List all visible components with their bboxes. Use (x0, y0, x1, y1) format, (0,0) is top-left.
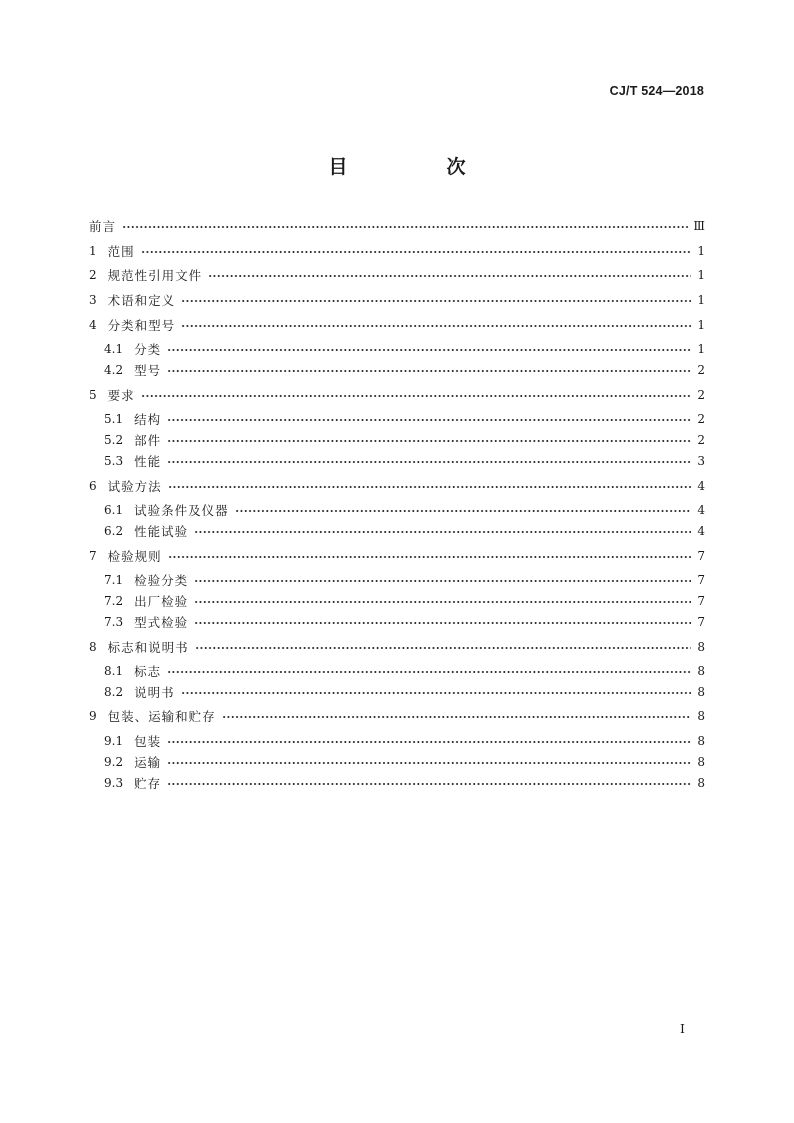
toc-subentry[interactable] (104, 683, 705, 701)
toc-entry-number: 5.3 (104, 454, 124, 468)
dot-leader (181, 324, 691, 328)
toc-entry-page: Ⅲ (693, 219, 705, 233)
toc-entry-label: 标志 (134, 664, 162, 679)
dot-leader (194, 621, 691, 625)
toc-entry-label: 包装、运输和贮存 (107, 709, 216, 724)
toc-entry-page: 7 (697, 549, 705, 563)
page-title: 目 次 (328, 156, 506, 178)
toc-entry-label: 前言 (89, 219, 117, 234)
toc-entry-page: 7 (697, 615, 705, 629)
toc-entry-page: 1 (697, 244, 705, 258)
toc-entry-label: 出厂检验 (134, 594, 189, 609)
toc-entry-page: 1 (697, 293, 705, 307)
dot-leader (167, 418, 691, 422)
toc-entry-label: 试验条件及仪器 (134, 503, 229, 518)
toc-entry-label: 分类 (134, 342, 162, 357)
toc-entry[interactable] (89, 707, 705, 725)
dot-leader (194, 579, 691, 583)
toc-entry-number: 4.2 (104, 363, 124, 377)
toc-entry-page: 4 (697, 524, 705, 538)
dot-leader (181, 691, 691, 695)
toc-entry[interactable] (89, 217, 705, 235)
toc-entry-label: 性能试验 (134, 524, 189, 539)
toc-entry-page: 8 (697, 640, 705, 654)
dot-leader (167, 369, 691, 373)
dot-leader (194, 600, 691, 604)
toc-entry-label: 检验分类 (134, 573, 189, 588)
toc-entry-number: 6.1 (104, 503, 124, 517)
standard-code: CJ/T 524—2018 (609, 84, 704, 98)
toc-entry-number: 7.2 (104, 594, 124, 608)
toc-entry-number: 9.3 (104, 776, 124, 790)
dot-leader (208, 274, 691, 278)
toc-entry-number: 8.1 (104, 664, 124, 678)
toc-subentry[interactable] (104, 361, 705, 379)
toc-entry-page: 2 (697, 363, 705, 377)
toc-entry-label: 贮存 (134, 776, 162, 791)
toc-entry-label: 标志和说明书 (107, 640, 189, 655)
toc-entry-number: 9.2 (104, 755, 124, 769)
toc-entry-number: 5.2 (104, 433, 124, 447)
dot-leader (168, 485, 691, 489)
toc-entry[interactable] (89, 266, 705, 284)
toc-entry-label: 包装 (134, 734, 162, 749)
dot-leader (141, 394, 691, 398)
page-folio: I (680, 1021, 685, 1036)
toc-subentry[interactable] (104, 340, 705, 358)
toc-entry[interactable] (89, 386, 705, 404)
dot-leader (167, 761, 691, 765)
toc-entry-number: 7.1 (104, 573, 124, 587)
toc-entry-label: 术语和定义 (107, 293, 176, 308)
toc-subentry[interactable] (104, 774, 705, 792)
toc-entry-page: 4 (697, 479, 705, 493)
toc-subentry[interactable] (104, 410, 705, 428)
toc-entry-page: 7 (697, 573, 705, 587)
dot-leader (168, 555, 691, 559)
dot-leader (167, 348, 691, 352)
toc-entry-label: 试验方法 (107, 479, 162, 494)
toc-entry-number: 7 (89, 549, 97, 563)
toc-entry-page: 2 (697, 433, 705, 447)
toc-subentry[interactable] (104, 501, 705, 519)
toc-entry-page: 2 (697, 412, 705, 426)
toc-entry-label: 性能 (134, 454, 162, 469)
toc-entry-number: 9 (89, 709, 97, 723)
toc-subentry[interactable] (104, 522, 705, 540)
toc-entry-number: 7.3 (104, 615, 124, 629)
toc-entry-page: 3 (697, 454, 705, 468)
dot-leader (194, 530, 691, 534)
dot-leader (167, 670, 691, 674)
toc-entry-page: 7 (697, 594, 705, 608)
toc-entry-page: 8 (697, 685, 705, 699)
toc-entry-number: 4.1 (104, 342, 124, 356)
toc-subentry[interactable] (104, 571, 705, 589)
toc-entry-page: 8 (697, 776, 705, 790)
toc-entry-number: 8.2 (104, 685, 124, 699)
toc-entry-page: 8 (697, 709, 705, 723)
toc-entry-number: 4 (89, 318, 97, 332)
toc-entry-number: 2 (89, 268, 97, 282)
toc-subentry[interactable] (104, 613, 705, 631)
toc-entry-page: 8 (697, 755, 705, 769)
toc-subentry[interactable] (104, 592, 705, 610)
toc-entry-number: 8 (89, 640, 97, 654)
toc-subentry[interactable] (104, 452, 705, 470)
toc-entry-page: 8 (697, 664, 705, 678)
toc-entry-page: 8 (697, 734, 705, 748)
toc-entry-label: 范围 (107, 244, 135, 259)
toc-entry[interactable] (89, 242, 705, 260)
toc-entry-label: 型式检验 (134, 615, 189, 630)
toc-entry-page: 1 (697, 318, 705, 332)
toc-entry[interactable] (89, 477, 705, 495)
toc-entry-label: 说明书 (134, 685, 175, 700)
toc-entry-page: 4 (697, 503, 705, 517)
toc-entry-label: 型号 (134, 363, 162, 378)
toc-entry-label: 检验规则 (107, 549, 162, 564)
toc-entry-label: 规范性引用文件 (107, 268, 203, 283)
toc-subentry[interactable] (104, 732, 705, 750)
toc-entry-label: 结构 (134, 412, 162, 427)
toc-entry[interactable] (89, 291, 705, 309)
toc-entry-number: 5.1 (104, 412, 124, 426)
dot-leader (167, 460, 691, 464)
toc-entry-label: 部件 (134, 433, 162, 448)
toc-subentry[interactable] (104, 753, 705, 771)
toc-subentry[interactable] (104, 662, 705, 680)
dot-leader (195, 646, 691, 650)
toc-entry-number: 6 (89, 479, 97, 493)
toc-entry-page: 1 (697, 268, 705, 282)
dot-leader (235, 509, 691, 513)
dot-leader (122, 225, 688, 229)
dot-leader (141, 250, 691, 254)
toc-entry-number: 6.2 (104, 524, 124, 538)
toc-entry-label: 要求 (107, 388, 135, 403)
toc-entry-page: 1 (697, 342, 705, 356)
toc-entry[interactable] (89, 316, 705, 334)
toc-entry-number: 5 (89, 388, 97, 402)
toc-entry[interactable] (89, 547, 705, 565)
toc-entry-label: 分类和型号 (107, 318, 176, 333)
dot-leader (222, 715, 691, 719)
toc-entry-page: 2 (697, 388, 705, 402)
dot-leader (167, 740, 691, 744)
toc-entry-number: 9.1 (104, 734, 124, 748)
toc-entry-label: 运输 (134, 755, 162, 770)
toc-entry-number: 3 (89, 293, 97, 307)
dot-leader (181, 299, 691, 303)
dot-leader (167, 439, 691, 443)
dot-leader (167, 782, 691, 786)
toc-entry[interactable] (89, 638, 705, 656)
toc-entry-number: 1 (89, 244, 97, 258)
toc-subentry[interactable] (104, 431, 705, 449)
